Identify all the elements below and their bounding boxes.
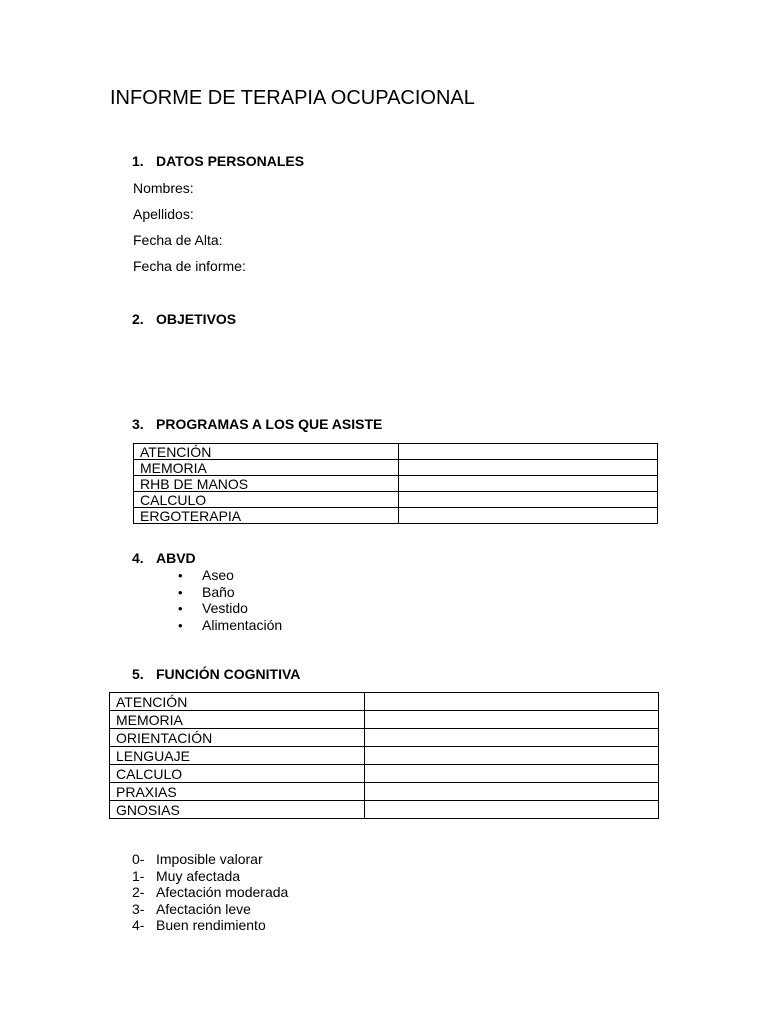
list-item-label: Vestido [202,600,248,616]
list-item [132,917,288,934]
program-label: CALCULO [134,492,399,508]
cognitive-value-cell[interactable] [365,801,659,819]
cognitive-table [109,692,659,819]
cognitive-value-cell[interactable] [365,765,659,783]
scale-code: 1- [132,867,145,884]
cognitive-value-cell[interactable] [365,693,659,711]
program-label: ERGOTERAPIA [134,508,399,524]
cognitive-value-cell[interactable] [365,729,659,747]
cognitive-value-cell[interactable] [365,711,659,729]
table-row [110,765,659,783]
section-title: PROGRAMAS A LOS QUE ASISTE [156,416,383,432]
list-item [178,567,282,584]
cognitive-label: ORIENTACIÓN [110,729,365,747]
section-number: 5. [132,666,144,682]
table-row [134,508,658,524]
program-value-cell[interactable] [399,492,658,508]
section-heading-cognitive [132,666,300,682]
bullet-icon: • [178,617,183,633]
table-row [134,444,658,460]
scale-code: 4- [132,917,145,933]
section-title: DATOS PERSONALES [156,153,305,169]
table-row [134,460,658,476]
section-heading-programs [132,416,382,432]
table-row [110,801,659,819]
bullet-icon: • [178,601,183,616]
scale-code: 2- [132,884,145,900]
section-number: 3. [132,416,144,432]
program-value-cell[interactable] [399,444,658,460]
section-number: 2. [132,311,144,327]
cognitive-label: MEMORIA [110,711,365,729]
table-row [110,729,659,747]
table-row [110,747,659,765]
list-item [132,884,288,901]
rating-scale-list [132,851,288,934]
field-apellidos: Apellidos: [133,206,194,222]
table-row [110,783,659,801]
cognitive-label: PRAXIAS [110,783,365,801]
scale-label: Imposible valorar [156,851,263,867]
table-row [134,476,658,492]
program-value-cell[interactable] [399,460,658,476]
bullet-icon: • [178,568,183,583]
list-item [178,584,282,601]
list-item [132,851,288,868]
field-fecha-informe: Fecha de informe: [133,258,246,274]
section-number: 1. [132,153,144,169]
program-label: ATENCIÓN [134,444,399,460]
scale-code: 3- [132,900,145,917]
section-heading-objectives [132,311,236,327]
cognitive-label: CALCULO [110,765,365,783]
cognitive-label: ATENCIÓN [110,693,365,711]
list-item [132,901,288,918]
abvd-list [178,567,282,633]
section-title: FUNCIÓN COGNITIVA [156,666,301,682]
list-item-label: Aseo [202,567,234,583]
table-row [110,711,659,729]
program-label: RHB DE MANOS [134,476,399,492]
program-value-cell[interactable] [399,476,658,492]
cognitive-label: LENGUAJE [110,747,365,765]
section-number: 4. [132,550,144,566]
list-item-label: Baño [202,583,235,600]
program-label: MEMORIA [134,460,399,476]
section-title: ABVD [156,550,196,566]
section-title: OBJETIVOS [156,311,237,327]
section-heading-personal [132,153,304,169]
list-item [132,868,288,885]
list-item [178,617,282,634]
list-item [178,600,282,617]
scale-label: Buen rendimiento [156,917,266,933]
field-nombres: Nombres: [133,180,194,196]
document-title: INFORME DE TERAPIA OCUPACIONAL [110,87,475,109]
section-heading-abvd [132,550,196,566]
programs-table [133,443,658,524]
program-value-cell[interactable] [399,508,658,524]
scale-label: Afectación moderada [156,884,289,900]
scale-label: Afectación leve [156,900,251,917]
scale-label: Muy afectada [156,867,241,884]
scale-code: 0- [132,851,145,867]
cognitive-label: GNOSIAS [110,801,365,819]
field-fecha-alta: Fecha de Alta: [133,232,223,248]
list-item-label: Alimentación [202,616,283,633]
cognitive-value-cell[interactable] [365,747,659,765]
table-row [110,693,659,711]
table-row [134,492,658,508]
bullet-icon: • [178,584,183,600]
cognitive-value-cell[interactable] [365,783,659,801]
